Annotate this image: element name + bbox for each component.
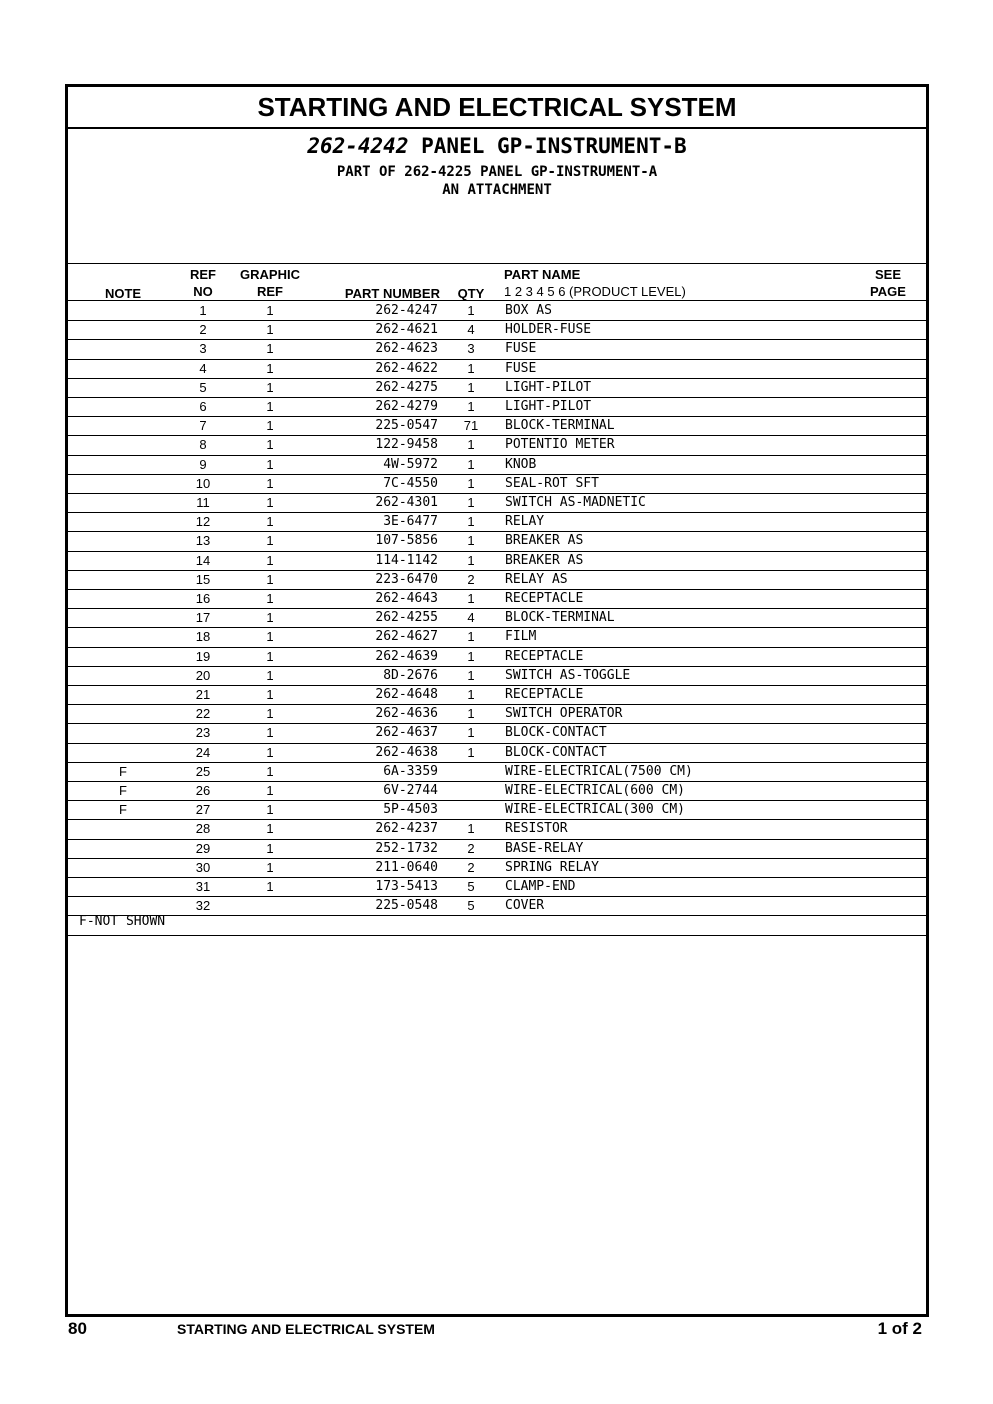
part-number-cell: 262-4247	[375, 303, 438, 318]
assembly-part-number: 262-4242	[307, 134, 409, 158]
qty-cell: 1	[467, 591, 475, 606]
ref-no-cell: 25	[195, 763, 211, 779]
table-row	[68, 416, 926, 436]
part-name-cell: WIRE-ELECTRICAL(600 CM)	[505, 783, 686, 798]
part-number-cell: 262-4627	[375, 629, 438, 645]
part-number-cell: 8D-2676	[383, 667, 438, 683]
part-name-cell: BLOCK-CONTACT	[505, 744, 607, 760]
part-name-cell: BOX AS	[505, 303, 552, 318]
part-number-cell: 262-4639	[375, 648, 438, 664]
header-top-divider	[68, 263, 926, 264]
part-name-cell: BLOCK-CONTACT	[505, 725, 607, 741]
graphic-ref-cell: 1	[266, 821, 274, 837]
graphic-ref-cell: 1	[266, 879, 274, 894]
graphic-ref-cell: 1	[266, 706, 274, 722]
table-row	[68, 589, 926, 609]
table-row	[68, 512, 926, 532]
part-number-cell: 262-4255	[375, 610, 438, 626]
col-qty: QTY	[457, 286, 485, 301]
part-name-cell: RECEPTACLE	[505, 591, 584, 606]
graphic-ref-cell: 1	[266, 533, 274, 549]
table-row	[68, 647, 926, 667]
qty-cell: 1	[467, 456, 475, 472]
page-number: 80	[68, 1319, 87, 1338]
part-number-cell: 262-4636	[375, 706, 438, 722]
ref-no-cell: 26	[195, 783, 211, 798]
table-row	[68, 704, 926, 724]
part-name-cell: BASE-RELAY	[505, 840, 584, 856]
page-count: 1 of 2	[877, 1319, 922, 1338]
graphic-ref-cell: 1	[266, 840, 274, 856]
table-row	[68, 819, 926, 839]
part-number-cell: 7C-4550	[383, 475, 438, 491]
ref-no-cell: 17	[195, 610, 211, 626]
ref-no-cell: 21	[195, 687, 211, 702]
table-row	[68, 800, 926, 820]
qty-cell: 2	[467, 571, 475, 587]
part-of-line: PART OF 262-4225 PANEL GP-INSTRUMENT-A	[336, 164, 658, 180]
graphic-ref-cell: 1	[266, 629, 274, 645]
ref-no-cell: 5	[199, 379, 207, 395]
part-name-cell: FUSE	[505, 360, 537, 376]
ref-no-cell: 28	[195, 821, 211, 837]
ref-no-cell: 20	[195, 667, 211, 683]
graphic-ref-cell: 1	[266, 379, 274, 395]
part-name-cell: CLAMP-END	[505, 879, 576, 894]
ref-no-cell: 29	[195, 840, 211, 856]
table-row	[68, 627, 926, 647]
part-number-cell: 262-4237	[375, 821, 438, 837]
part-name-cell: BREAKER AS	[505, 533, 584, 549]
part-name-cell: RECEPTACLE	[505, 648, 584, 664]
ref-no-cell: 4	[199, 360, 207, 376]
qty-cell: 1	[467, 379, 475, 395]
ref-no-cell: 2	[199, 322, 207, 338]
graphic-ref-cell: 1	[266, 399, 274, 414]
table-row	[68, 397, 926, 417]
part-number-cell: 4W-5972	[383, 456, 438, 472]
part-name-cell: SEAL-ROT SFT	[505, 475, 599, 491]
qty-cell: 4	[467, 322, 475, 338]
part-name-cell: SWITCH AS-TOGGLE	[505, 667, 631, 683]
part-number-cell: 262-4638	[375, 744, 438, 760]
qty-cell: 1	[467, 725, 475, 741]
qty-cell: 1	[467, 533, 475, 549]
graphic-ref-cell: 1	[266, 303, 274, 318]
part-name-cell: RESISTOR	[505, 821, 568, 837]
ref-no-cell: 19	[195, 648, 211, 664]
graphic-ref-cell: 1	[266, 783, 274, 798]
col-part-name: PART NAME	[504, 267, 581, 282]
table-row	[68, 531, 926, 551]
ref-no-cell: 27	[195, 802, 211, 818]
table-row	[68, 359, 926, 379]
table-row	[68, 685, 926, 705]
qty-cell: 5	[467, 879, 475, 894]
col-ref-bottom: NO	[193, 284, 213, 299]
ref-no-cell: 8	[199, 437, 207, 453]
qty-cell: 1	[467, 687, 475, 702]
attachment-line: AN ATTACHMENT	[442, 182, 552, 198]
col-note: NOTE	[104, 286, 142, 301]
qty-cell: 1	[467, 667, 475, 683]
graphic-ref-cell: 1	[266, 859, 274, 875]
table-row	[68, 896, 926, 916]
part-number-cell: 122-9458	[375, 437, 438, 453]
footnote-divider	[68, 935, 926, 936]
table-row	[68, 723, 926, 743]
footer-section: STARTING AND ELECTRICAL SYSTEM	[177, 1321, 435, 1337]
table-row	[68, 781, 926, 801]
ref-no-cell: 1	[199, 303, 207, 318]
table-row	[68, 378, 926, 398]
qty-cell: 1	[467, 360, 475, 376]
graphic-ref-cell: 1	[266, 552, 274, 568]
table-row	[68, 339, 926, 359]
qty-cell: 71	[463, 418, 479, 434]
part-name-cell: FILM	[505, 629, 537, 645]
part-number-cell: 107-5856	[375, 533, 438, 549]
part-name-cell: SWITCH OPERATOR	[505, 706, 623, 722]
table-row	[68, 666, 926, 686]
table-row	[68, 608, 926, 628]
ref-no-cell: 18	[195, 629, 211, 645]
part-number-cell: 225-0547	[375, 418, 438, 434]
part-number-cell: 3E-6477	[383, 514, 438, 530]
graphic-ref-cell: 1	[266, 744, 274, 760]
ref-no-cell: 9	[199, 456, 207, 472]
col-graphic-top: GRAPHIC	[240, 267, 300, 282]
graphic-ref-cell: 1	[266, 514, 274, 530]
ref-no-cell: 15	[195, 571, 211, 587]
graphic-ref-cell: 1	[266, 763, 274, 779]
ref-no-cell: 6	[199, 399, 207, 414]
table-row	[68, 570, 926, 590]
ref-no-cell: 7	[199, 418, 207, 434]
col-see-bottom: PAGE	[870, 284, 906, 299]
ref-no-cell: 22	[195, 706, 211, 722]
part-name-cell: LIGHT-PILOT	[505, 399, 592, 414]
qty-cell: 3	[467, 341, 475, 357]
part-number-cell: 262-4648	[375, 687, 438, 702]
qty-cell: 2	[467, 840, 475, 856]
part-name-cell: WIRE-ELECTRICAL(300 CM)	[505, 802, 686, 818]
ref-no-cell: 31	[195, 879, 211, 894]
qty-cell: 1	[467, 552, 475, 568]
qty-cell: 1	[467, 648, 475, 664]
col-part-number: PART NUMBER	[344, 286, 440, 301]
ref-no-cell: 13	[195, 533, 211, 549]
graphic-ref-cell: 1	[266, 725, 274, 741]
graphic-ref-cell: 1	[266, 802, 274, 818]
qty-cell: 1	[467, 399, 475, 414]
ref-no-cell: 14	[195, 552, 211, 568]
ref-no-cell: 30	[195, 859, 211, 875]
col-ref-top: REF	[190, 267, 216, 282]
footnote: F-NOT SHOWN	[79, 914, 166, 929]
qty-cell: 1	[467, 514, 475, 530]
table-row	[68, 858, 926, 878]
table-row	[68, 493, 926, 513]
part-name-cell: BLOCK-TERMINAL	[505, 418, 615, 434]
part-number-cell: 6A-3359	[383, 763, 438, 779]
qty-cell: 1	[467, 475, 475, 491]
graphic-ref-cell: 1	[266, 591, 274, 606]
part-number-cell: 252-1732	[375, 840, 438, 856]
graphic-ref-cell: 1	[266, 437, 274, 453]
graphic-ref-cell: 1	[266, 495, 274, 510]
ref-no-cell: 11	[196, 495, 210, 510]
graphic-ref-cell: 1	[266, 667, 274, 683]
table-row	[68, 455, 926, 475]
qty-cell: 4	[467, 610, 475, 626]
graphic-ref-cell: 1	[266, 687, 274, 702]
part-number-cell: 211-0640	[375, 859, 438, 875]
qty-cell: 1	[467, 706, 475, 722]
table-row	[68, 762, 926, 782]
ref-no-cell: 24	[195, 744, 211, 760]
qty-cell: 2	[467, 859, 475, 875]
assembly-part-name: PANEL GP-INSTRUMENT-B	[421, 134, 687, 158]
part-number-cell: 225-0548	[375, 898, 438, 914]
part-number-cell: 173-5413	[375, 879, 438, 894]
part-name-cell: KNOB	[505, 456, 537, 472]
qty-cell: 5	[467, 898, 475, 914]
qty-cell: 1	[467, 744, 475, 760]
part-number-cell: 114-1142	[375, 552, 438, 568]
table-row	[68, 551, 926, 571]
ref-no-cell: 23	[195, 725, 211, 741]
qty-cell: 1	[467, 495, 475, 510]
ref-no-cell: 32	[195, 898, 211, 914]
graphic-ref-cell: 1	[266, 648, 274, 664]
part-name-cell: RELAY	[505, 514, 545, 530]
note-cell: F	[119, 763, 127, 779]
qty-cell: 1	[467, 303, 475, 318]
table-row	[68, 877, 926, 897]
part-name-cell: SWITCH AS-MADNETIC	[505, 495, 646, 510]
qty-cell: 1	[467, 437, 475, 453]
part-number-cell: 6V-2744	[383, 783, 438, 798]
table-row	[68, 301, 926, 321]
graphic-ref-cell: 1	[266, 571, 274, 587]
graphic-ref-cell: 1	[266, 360, 274, 376]
part-name-cell: RECEPTACLE	[505, 687, 584, 702]
part-number-cell: 5P-4503	[383, 802, 438, 818]
col-product-level: 1 2 3 4 5 6 (PRODUCT LEVEL)	[504, 284, 686, 299]
table-row	[68, 320, 926, 340]
part-name-cell: POTENTIO METER	[505, 437, 615, 453]
page-title: STARTING AND ELECTRICAL SYSTEM	[68, 87, 926, 129]
part-name-cell: WIRE-ELECTRICAL(7500 CM)	[505, 763, 693, 779]
graphic-ref-cell: 1	[266, 418, 274, 434]
page-frame	[65, 84, 929, 1317]
part-number-cell: 262-4279	[375, 399, 438, 414]
col-see-top: SEE	[874, 267, 901, 282]
part-number-cell: 262-4301	[375, 495, 438, 510]
part-number-cell: 262-4623	[375, 341, 438, 357]
table-row	[68, 435, 926, 455]
ref-no-cell: 3	[199, 341, 207, 357]
graphic-ref-cell: 1	[266, 341, 274, 357]
qty-cell: 1	[467, 821, 475, 837]
graphic-ref-cell: 1	[266, 322, 274, 338]
assembly-heading	[68, 134, 926, 158]
graphic-ref-cell: 1	[266, 475, 274, 491]
ref-no-cell: 16	[195, 591, 211, 606]
qty-cell: 1	[467, 629, 475, 645]
part-number-cell: 262-4637	[375, 725, 438, 741]
col-graphic-bottom: REF	[257, 284, 283, 299]
part-name-cell: FUSE	[505, 341, 537, 357]
part-name-cell: BLOCK-TERMINAL	[505, 610, 615, 626]
note-cell: F	[119, 802, 127, 818]
part-name-cell: RELAY AS	[505, 571, 568, 587]
part-number-cell: 262-4621	[375, 322, 438, 338]
graphic-ref-cell: 1	[266, 456, 274, 472]
ref-no-cell: 12	[195, 514, 211, 530]
table-row	[68, 839, 926, 859]
ref-no-cell: 10	[195, 475, 211, 491]
part-number-cell: 223-6470	[375, 571, 438, 587]
table-row	[68, 474, 926, 494]
part-name-cell: BREAKER AS	[505, 552, 584, 568]
part-name-cell: LIGHT-PILOT	[505, 379, 592, 395]
note-cell: F	[119, 783, 127, 798]
part-name-cell: SPRING RELAY	[505, 859, 599, 875]
part-name-cell: COVER	[505, 898, 545, 914]
part-number-cell: 262-4275	[375, 379, 438, 395]
part-name-cell: HOLDER-FUSE	[505, 322, 592, 338]
graphic-ref-cell: 1	[266, 610, 274, 626]
part-number-cell: 262-4643	[375, 591, 438, 606]
part-number-cell: 262-4622	[375, 360, 438, 376]
table-row	[68, 743, 926, 763]
